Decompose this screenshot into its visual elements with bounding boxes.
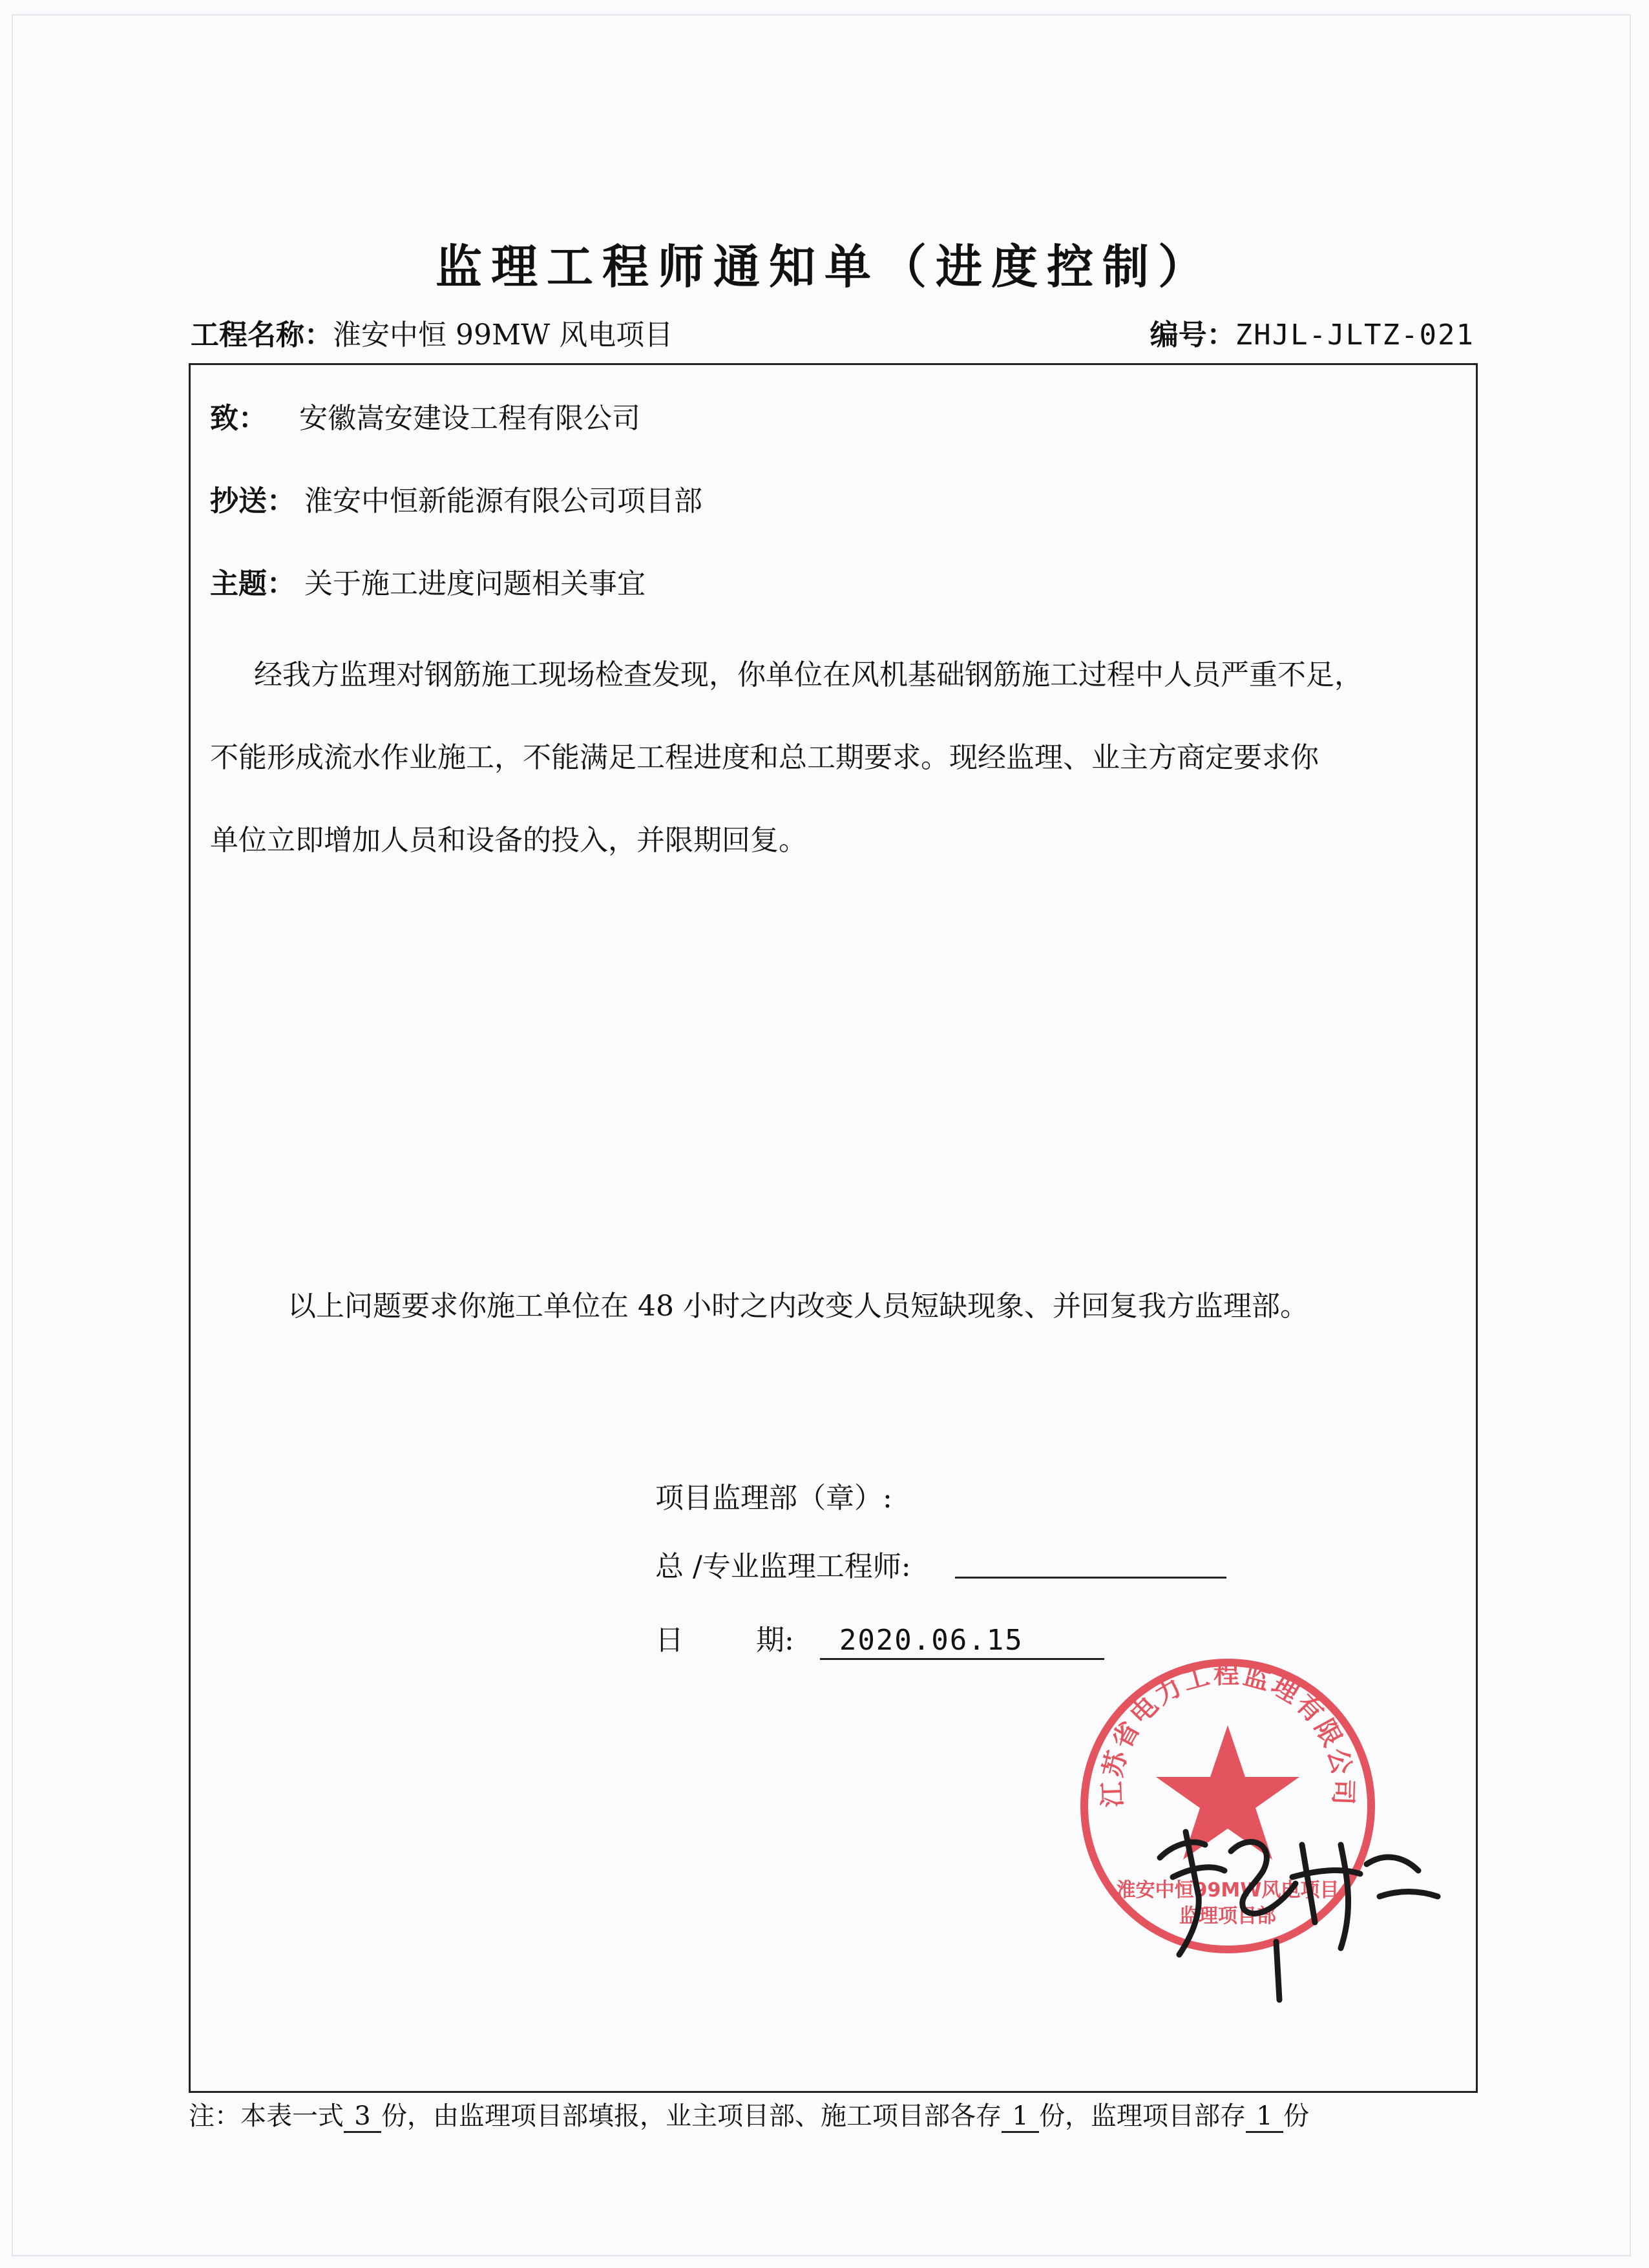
recipient-value: 安徽嵩安建设工程有限公司: [299, 402, 640, 435]
date-value: 2020.06.15: [820, 1624, 1104, 1660]
body-line-1: 经我方监理对钢筋施工现场检查发现，你单位在风机基础钢筋施工过程中人员严重不足，: [254, 658, 1363, 691]
date-label-part1: 日: [655, 1624, 684, 1657]
subject-value: 关于施工进度问题相关事宜: [304, 567, 646, 600]
footnote-text-4: 份: [1283, 2101, 1309, 2131]
document-number-row: [1150, 311, 1475, 353]
document-number-value: ZHJL-JLTZ-021: [1235, 319, 1475, 352]
document-title: 监理工程师通知单（进度控制）: [435, 240, 1213, 294]
footnote-text-1: 注：本表一式: [189, 2101, 344, 2131]
seal-outer-text: 江苏省电力工程监理有限公司: [1097, 1659, 1358, 1808]
cc-value: 淮安中恒新能源有限公司项目部: [304, 485, 702, 518]
document-number-label: 编号：: [1150, 319, 1235, 352]
engineer-label: 总 /专业监理工程师:: [655, 1550, 911, 1583]
engineer-signature-line: [955, 1577, 1226, 1579]
date-label-part2: 期:: [756, 1624, 794, 1657]
date-row: [655, 1617, 1104, 1660]
project-name-row: [191, 311, 673, 353]
subject-field: [210, 560, 646, 602]
cc-field: [210, 478, 702, 519]
handwritten-signature: [1147, 1806, 1451, 2013]
supervision-dept-label: 项目监理部（章）:: [655, 1482, 892, 1515]
recipient-field: [210, 395, 640, 436]
cc-label: 抄送：: [210, 485, 295, 518]
footnote: [189, 2095, 1309, 2133]
seal-inner-text-1: 淮安中恒99MW风电项目: [1116, 1879, 1339, 1902]
subject-label: 主题：: [210, 567, 295, 600]
body-line-3: 单位立即增加人员和设备的投入，并限期回复。: [210, 824, 807, 857]
recipient-label: 致：: [210, 402, 267, 435]
seal-inner-text-2: 监理项目部: [1179, 1905, 1276, 1927]
project-name-value: 淮安中恒 99MW 风电项目: [333, 319, 673, 352]
footnote-text-2: 份，由监理项目部填报，业主项目部、施工项目部各存: [381, 2101, 1002, 2131]
body-line-2: 不能形成流水作业施工，不能满足工程进度和总工期要求。现经监理、业主方商定要求你: [210, 741, 1319, 774]
closing-requirement: 以上问题要求你施工单位在 48 小时之内改变人员短缺现象、并回复我方监理部。: [288, 1290, 1308, 1323]
footnote-copies-total: 3: [344, 2101, 381, 2133]
footnote-copies-each: 1: [1002, 2101, 1039, 2133]
project-name-label: 工程名称：: [191, 319, 333, 352]
footnote-text-3: 份，监理项目部存: [1039, 2101, 1246, 2131]
notice-body: [210, 634, 1457, 882]
footnote-copies-supervisor: 1: [1246, 2101, 1283, 2133]
